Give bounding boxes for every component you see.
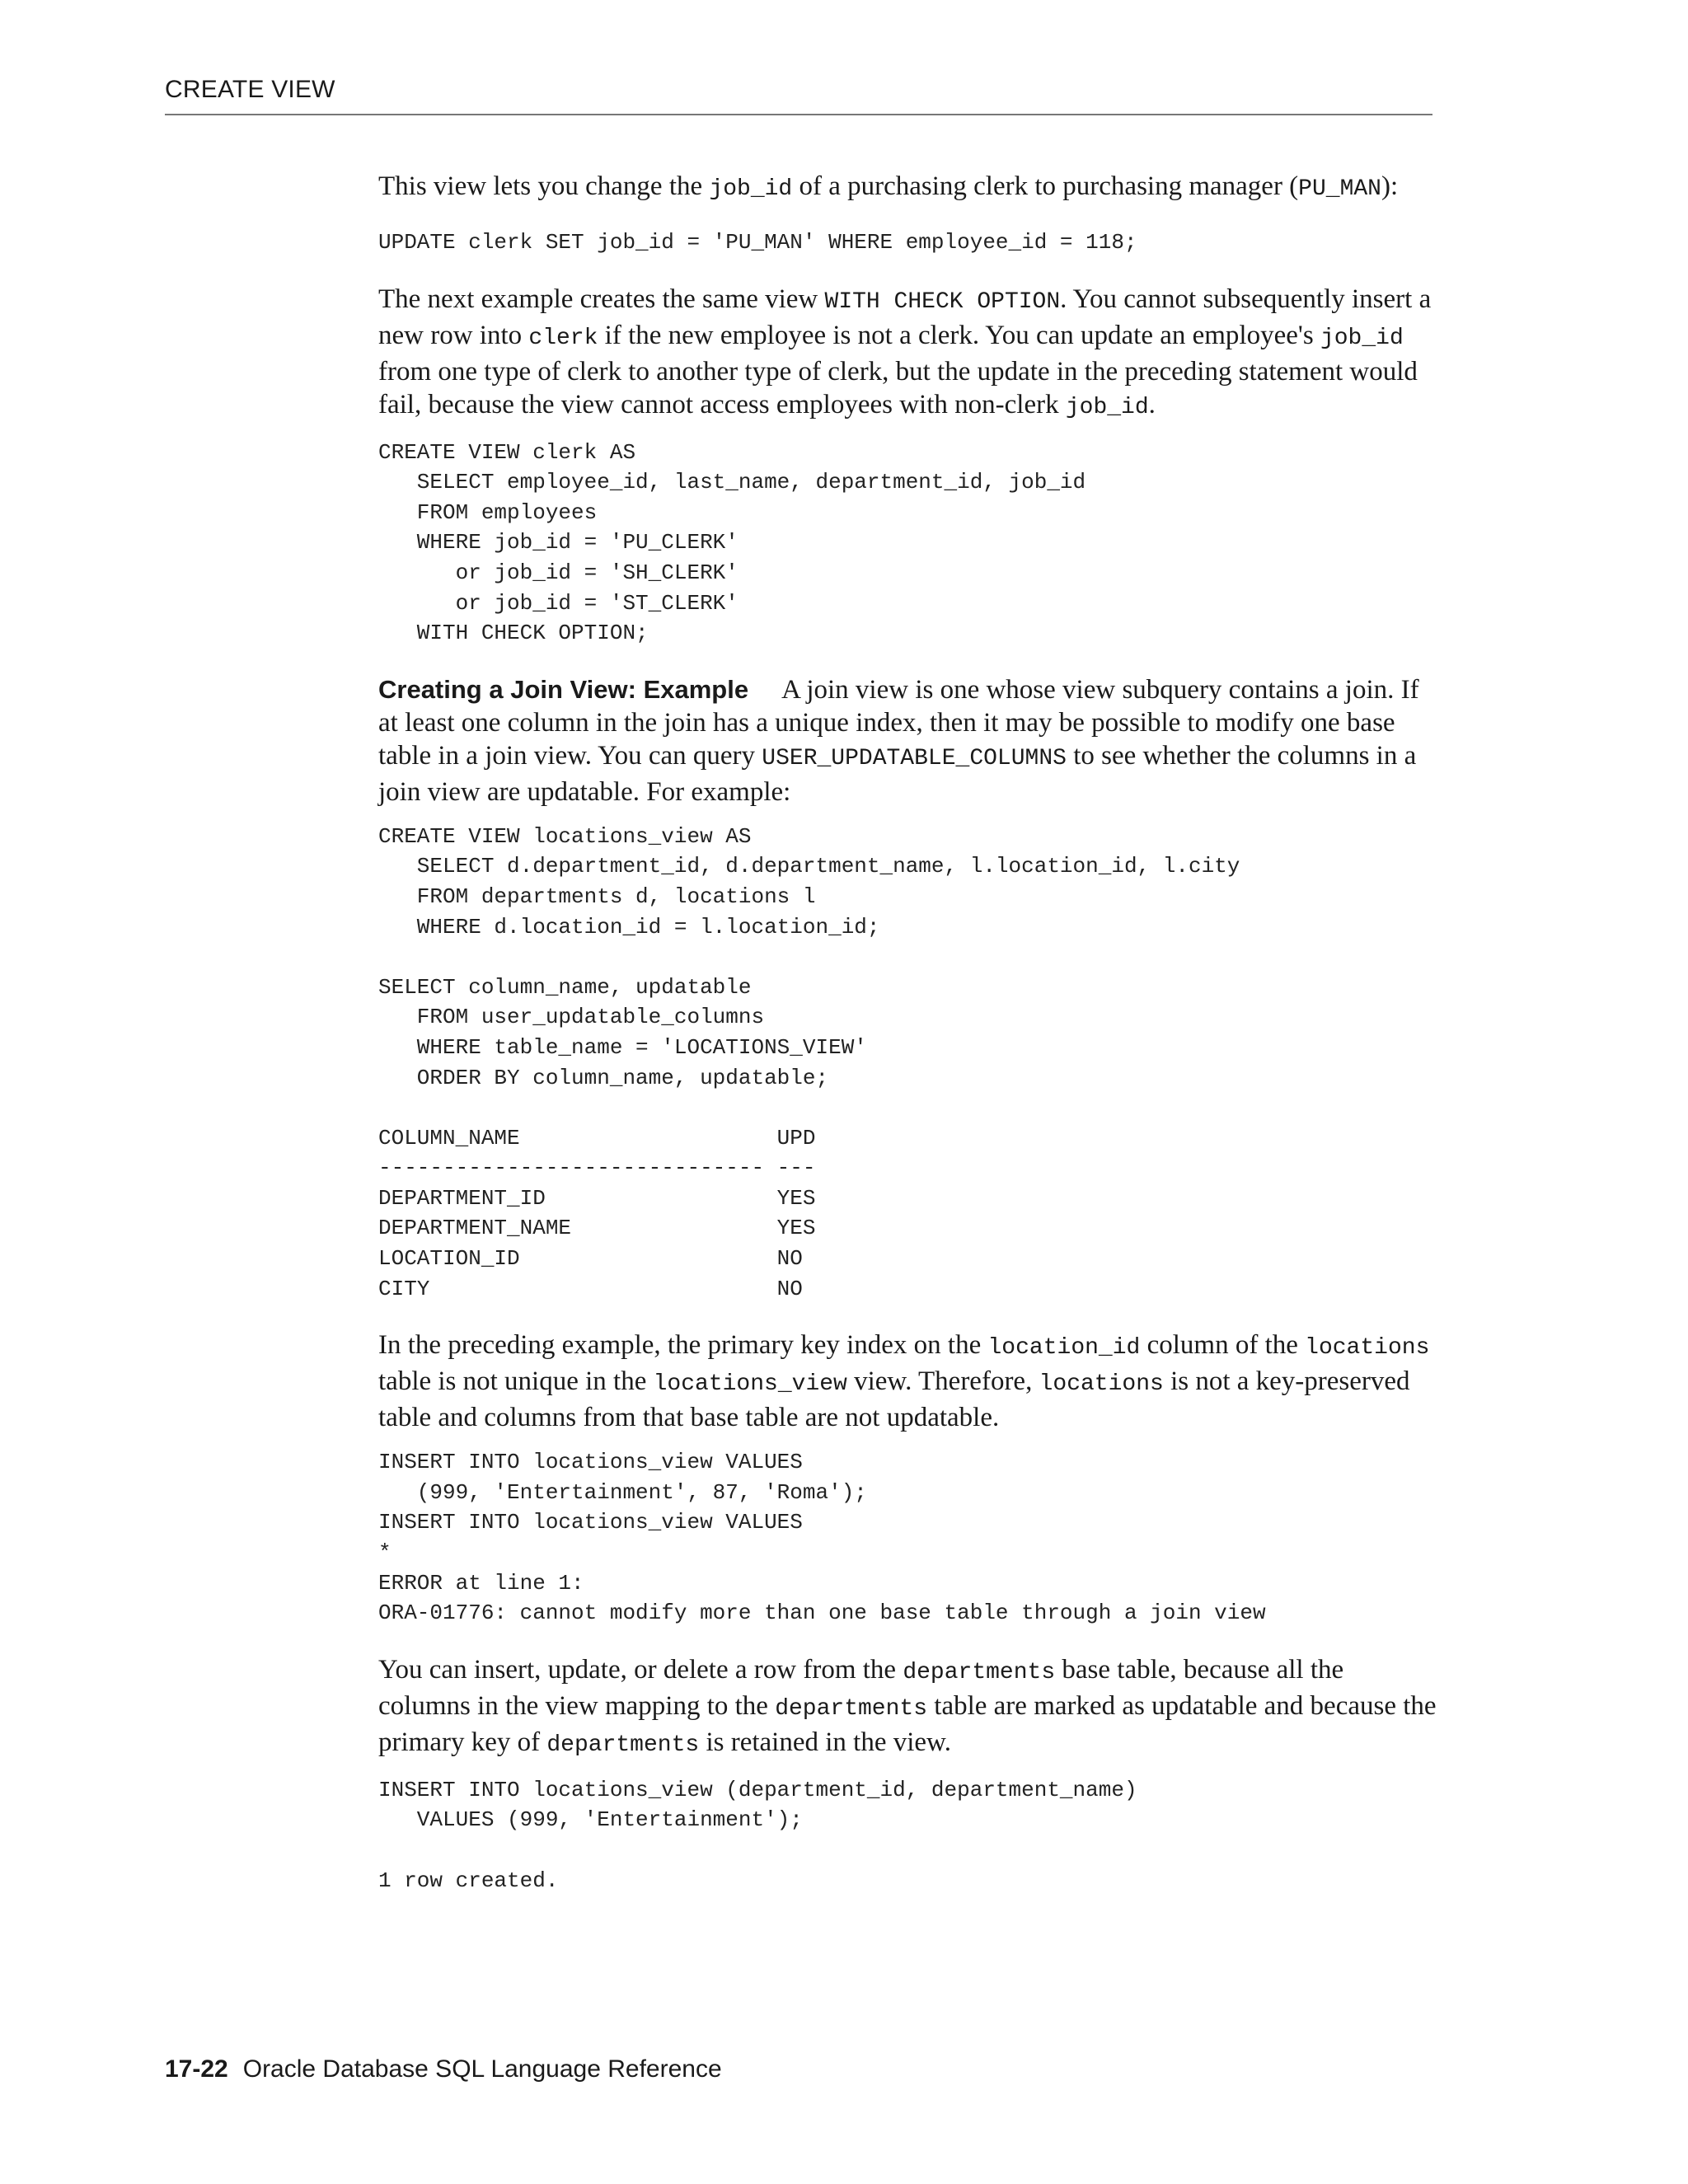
inline-code: USER_UPDATABLE_COLUMNS xyxy=(762,745,1067,771)
code-block-locations-view: CREATE VIEW locations_view AS SELECT d.department_id, d.department_name, l.location_id, l.city FROM departments d, locations l WHERE d.location_id = l.location_id; SELECT column_name, updatable FROM user_updatable_columns WHERE table_name = 'LOCATIONS_VIEW' ORDER BY column_name, updatable; COLUMN_NAME UPD ------------------------------ --- DEPARTMENT_ID YES DEPARTMENT_NAME YES LOCATION_ID NO CITY NO xyxy=(378,823,1240,1301)
text: A join view is one whose view subquery contains a join. If at least one column in the join has a unique index, then it may be possible to modify one base table in a join view. You can query xyxy=(378,674,1419,771)
text: base table, because all the columns in the view mapping to the xyxy=(378,1654,1344,1721)
inline-code: WITH CHECK OPTION xyxy=(824,288,1061,315)
inline-code: departments xyxy=(775,1695,928,1722)
inline-code: location_id xyxy=(987,1335,1141,1361)
inline-code: job_id xyxy=(1065,394,1149,420)
paragraph-departments xyxy=(378,1653,1442,1762)
running-header: CREATE VIEW xyxy=(165,76,335,103)
inline-code: locations_view xyxy=(653,1371,847,1398)
inline-code: clerk xyxy=(528,325,598,351)
text: table are marked as updatable and because the primary key of xyxy=(378,1690,1437,1757)
text: column of the xyxy=(1140,1330,1306,1361)
text: ): xyxy=(1381,171,1399,201)
text: from one type of clerk to another type of clerk, but the update in the preceding statement would fail, because the view cannot access employees with non-clerk xyxy=(378,356,1418,419)
code-block-insert-success: INSERT INTO locations_view (department_id, department_name) VALUES (999, 'Entertainment'); 1 row created. xyxy=(378,1777,1137,1893)
text: to see whether the columns in a join view are updatable. For example: xyxy=(378,740,1417,807)
inline-code: job_id xyxy=(1320,325,1404,351)
page-footer xyxy=(165,2055,722,2083)
inline-code: job_id xyxy=(709,176,793,202)
paragraph-key-preserved xyxy=(378,1329,1442,1434)
book-title: Oracle Database SQL Language Reference xyxy=(242,2055,722,2083)
text: You can insert, update, or delete a row from the xyxy=(378,1654,903,1685)
text: . You cannot subsequently insert a new row into xyxy=(378,284,1432,350)
code-block-create-clerk-view: CREATE VIEW clerk AS SELECT employee_id, last_name, department_id, job_id FROM employees WHERE job_id = 'PU_CLERK' or job_id = 'SH_CLERK' or job_id = 'ST_CLERK' WITH CHECK OPTION; xyxy=(378,439,1086,646)
page-body xyxy=(378,170,1442,1896)
text: is not a key-preserved table and columns from that base table are not updatable. xyxy=(378,1366,1410,1433)
header-rule xyxy=(165,114,1432,115)
paragraph-intro xyxy=(378,170,1400,206)
code-block-insert-error: INSERT INTO locations_view VALUES (999, 'Entertainment', 87, 'Roma'); INSERT INTO locations_view VALUES * ERROR at line 1: ORA-01776: cannot modify more than one base table through a join view xyxy=(378,1450,1266,1626)
code-block-update: UPDATE clerk SET job_id = 'PU_MAN' WHERE employee_id = 118; xyxy=(378,230,1137,255)
page-number: 17-22 xyxy=(165,2055,228,2083)
text: The next example creates the same view xyxy=(378,284,825,314)
section-heading: Creating a Join View: Example xyxy=(378,674,749,704)
inline-code: locations xyxy=(1039,1371,1164,1398)
text: of a purchasing clerk to purchasing manager ( xyxy=(792,171,1299,201)
text: if the new employee is not a clerk. You can update an employee's xyxy=(598,320,1320,350)
inline-code: locations xyxy=(1305,1335,1430,1361)
paragraph-check-option xyxy=(378,283,1442,424)
inline-code: departments xyxy=(546,1732,700,1758)
text: . xyxy=(1148,389,1156,419)
paragraph-join-view xyxy=(378,673,1442,808)
inline-code: PU_MAN xyxy=(1298,176,1381,202)
text: In the preceding example, the primary key index on the xyxy=(378,1330,988,1361)
text: view. Therefore, xyxy=(846,1366,1039,1397)
text: is retained in the view. xyxy=(699,1727,951,1757)
text: table is not unique in the xyxy=(378,1366,654,1397)
inline-code: departments xyxy=(903,1659,1056,1685)
text: This view lets you change the xyxy=(378,171,710,201)
